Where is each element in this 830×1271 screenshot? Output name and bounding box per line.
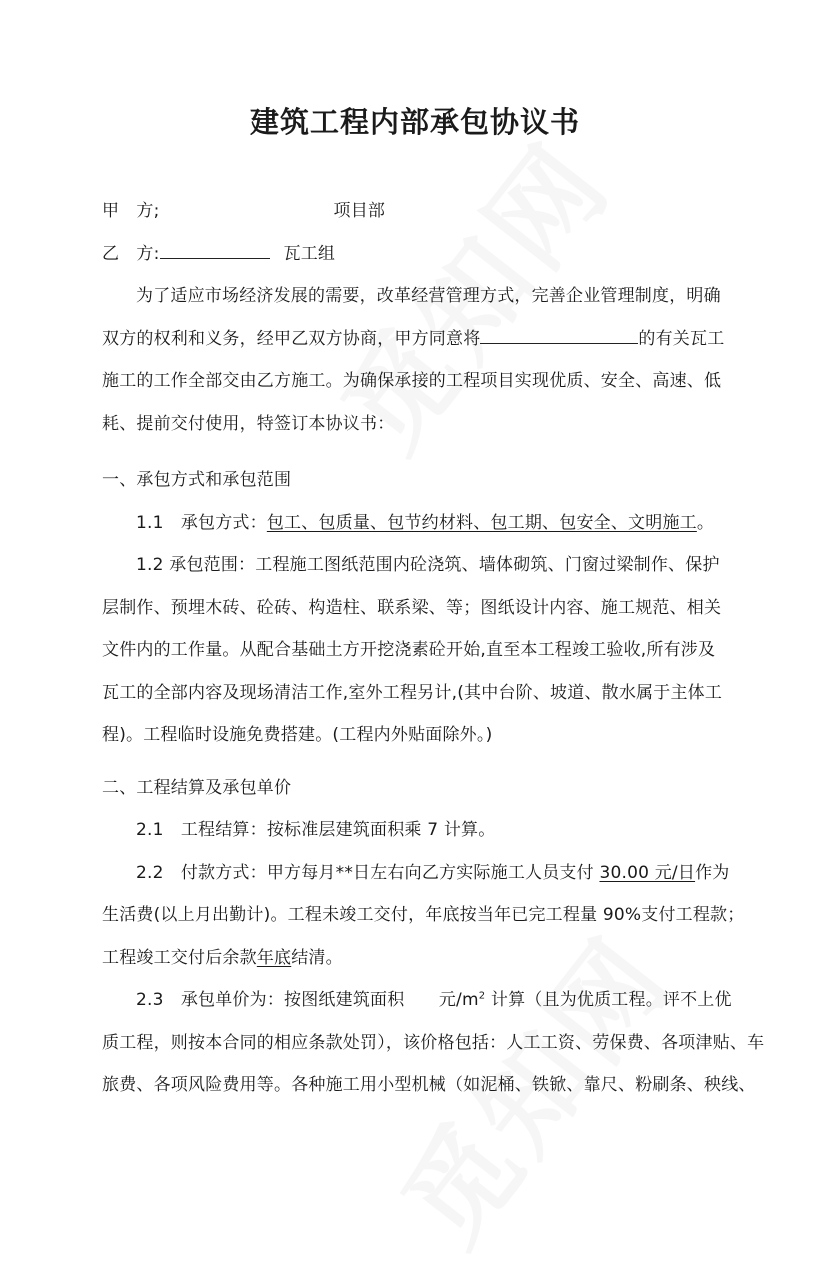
intro-line-3: 施工的工作全部交由乙方施工。为确保承接的工程项目实现优质、安全、高速、低 bbox=[102, 371, 722, 391]
section-2-item-3-line-1 bbox=[102, 985, 742, 1028]
item-1-1-value: 包工、包质量、包节约材料、包工期、包安全、文明施工 bbox=[266, 512, 697, 533]
item-2-3-pre: 2.3 承包单价为：按图纸建筑面积 元/m bbox=[136, 990, 479, 1010]
section-2-heading: 二、工程结算及承包单价 bbox=[102, 777, 292, 798]
intro-line-2 bbox=[102, 324, 742, 367]
party-b-line bbox=[102, 239, 742, 282]
intro-line-4: 耗、提前交付使用，特签订本协议书： bbox=[102, 413, 395, 434]
party-b-blank bbox=[160, 240, 270, 259]
section-2-item-2-line-1 bbox=[102, 858, 742, 901]
item-2-2-post: 作为 bbox=[695, 862, 730, 883]
project-name-blank bbox=[480, 325, 638, 344]
daily-wage-amount: 30.00 元/日 bbox=[599, 862, 696, 883]
section-2-item-3-line-2: 质工程，则按本合同的相应条款处罚），该价格包括：人工工资、劳保费、各项津贴、车 bbox=[102, 1032, 765, 1053]
item-2-3-post: 计算（且为优质工程。评不上优 bbox=[485, 990, 732, 1010]
item-2-3-sup: 2 bbox=[478, 990, 486, 1002]
intro-line-1: 为了适应市场经济发展的需要，改革经营管理方式，完善企业管理制度，明确 bbox=[136, 286, 721, 306]
section-1-item-2-line-3: 文件内的工作量。从配合基础土方开挖浇素砼开始,直至本工程竣工验收,所有涉及 bbox=[102, 640, 716, 660]
intro-line-2-post: 的有关瓦工 bbox=[638, 328, 725, 349]
party-b-value: 瓦工组 bbox=[283, 243, 336, 264]
section-2-item-3-line-3: 旅费、各项风险费用等。各种施工用小型机械（如泥桶、铁锨、靠尺、粉刷条、秧线、 bbox=[102, 1075, 756, 1095]
item-1-1-label: 1.1 承包方式： bbox=[136, 512, 267, 533]
section-1-item-2-line-2: 层制作、预埋木砖、砼砖、构造柱、联系梁、等；图纸设计内容、施工规范、相关 bbox=[102, 597, 722, 618]
section-2-item-2-line-3 bbox=[102, 943, 742, 986]
document-body bbox=[102, 196, 765, 1113]
section-1-item-2-line-4: 瓦工的全部内容及现场清洁工作,室外工程另计,(其中台阶、坡道、散水属于主体工 bbox=[102, 682, 723, 703]
item-2-2-line-3-post: 结清。 bbox=[291, 947, 343, 968]
party-b-label: 乙 方: bbox=[102, 243, 160, 264]
section-1-item-2-line-5: 程)。工程临时设施免费搭建。(工程内外贴面除外。) bbox=[102, 725, 493, 745]
section-2-item-2-line-2: 生活费(以上月出勤计)。工程未竣工交付，年底按当年已完工程量 90%支付工程款； bbox=[102, 905, 745, 925]
section-1-item-1 bbox=[102, 508, 742, 551]
party-a-label: 甲 方; bbox=[102, 201, 160, 221]
section-1-heading: 一、承包方式和承包范围 bbox=[102, 470, 292, 490]
item-2-2-line-3-pre: 工程竣工交付后余款 bbox=[102, 947, 257, 968]
party-a-value: 项目部 bbox=[333, 201, 386, 221]
intro-line-2-pre: 双方的权利和义务，经甲乙双方协商，甲方同意将 bbox=[102, 328, 481, 349]
item-1-1-end: 。 bbox=[696, 512, 715, 533]
party-a-line bbox=[102, 196, 742, 239]
item-2-2-pre: 2.2 付款方式：甲方每月**日左右向乙方实际施工人员支付 bbox=[136, 862, 600, 883]
section-1-item-2-line-1: 1.2 承包范围：工程施工图纸范围内砼浇筑、墙体砌筑、门窗过梁制作、保护 bbox=[136, 555, 720, 575]
document-title: 建筑工程内部承包协议书 bbox=[249, 105, 580, 139]
section-2-item-1: 2.1 工程结算：按标准层建筑面积乘 7 计算。 bbox=[136, 820, 496, 840]
settlement-time: 年底 bbox=[256, 947, 292, 968]
